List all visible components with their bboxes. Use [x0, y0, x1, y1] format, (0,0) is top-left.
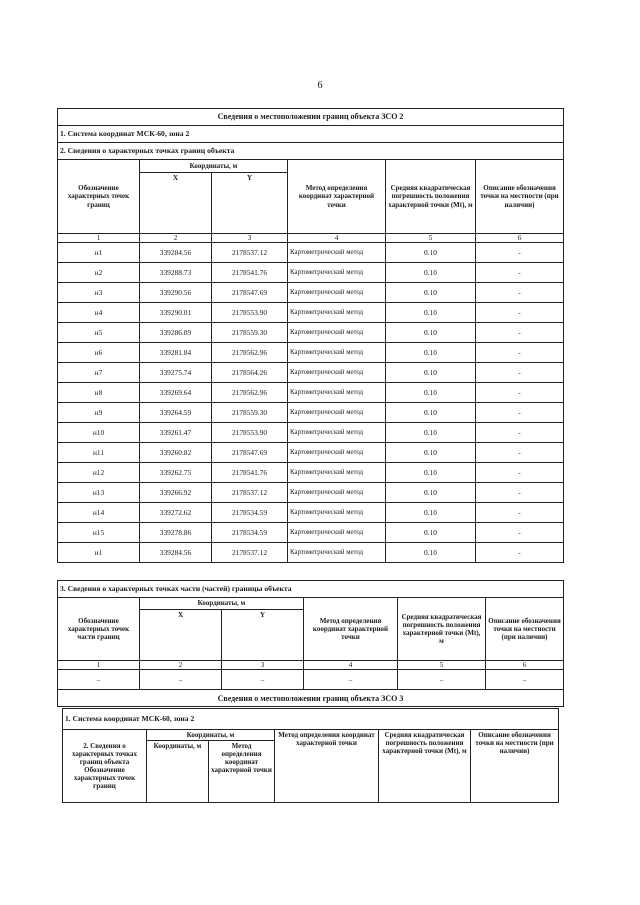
- method-cell: Картометрический метод: [288, 443, 386, 463]
- table-row: [58, 463, 564, 483]
- table-row: [58, 483, 564, 503]
- table-row: [58, 383, 564, 403]
- method-cell: Картометрический метод: [288, 343, 386, 363]
- table-row: [58, 363, 564, 383]
- x-cell: 339284.56: [140, 243, 212, 263]
- zso2-coordinate-system: 1. Система координат МСК-60, зона 2: [58, 126, 564, 143]
- table-row: [58, 243, 564, 263]
- header-method: Метод определения координат характерной точки: [288, 160, 386, 234]
- part-row-cell: –: [304, 670, 398, 690]
- error-cell: 0.10: [386, 523, 476, 543]
- point-cell: н14: [58, 503, 140, 523]
- table-row: [58, 403, 564, 423]
- part-row-cell: –: [486, 670, 564, 690]
- point-cell: н15: [58, 523, 140, 543]
- zso2-title: Сведения о местоположении границ объекта ЗСО 2: [58, 109, 564, 126]
- y-cell: 2178537.12: [212, 483, 288, 503]
- zso3-header-designation: 2. Сведения о характерных точках границ объекта Обозначение характерных точек границ: [63, 730, 147, 803]
- description-cell: -: [476, 543, 564, 563]
- part-col-number: 6: [486, 661, 564, 670]
- zso3-header-method-sub: Метод определения координат характерной точки: [209, 741, 275, 803]
- header-designation: Обозначение характерных точек границ: [58, 160, 140, 234]
- table-row: [58, 323, 564, 343]
- error-cell: 0.10: [386, 363, 476, 383]
- table-row: [58, 503, 564, 523]
- y-cell: 2178553.90: [212, 423, 288, 443]
- description-cell: -: [476, 403, 564, 423]
- part-row-cell: –: [222, 670, 304, 690]
- x-cell: 339290.01: [140, 303, 212, 323]
- description-cell: -: [476, 323, 564, 343]
- table-row: [58, 423, 564, 443]
- point-cell: н1: [58, 243, 140, 263]
- part-row-cell: –: [58, 670, 140, 690]
- x-cell: 339272.62: [140, 503, 212, 523]
- error-cell: 0.10: [386, 383, 476, 403]
- description-cell: -: [476, 383, 564, 403]
- method-cell: Картометрический метод: [288, 283, 386, 303]
- point-cell: н3: [58, 283, 140, 303]
- y-cell: 2178534.59: [212, 523, 288, 543]
- point-cell: н2: [58, 263, 140, 283]
- description-cell: -: [476, 363, 564, 383]
- error-cell: 0.10: [386, 423, 476, 443]
- part-header-designation: Обозначение характерных точек части границ: [58, 598, 140, 661]
- col-number: 3: [212, 234, 288, 243]
- method-cell: Картометрический метод: [288, 303, 386, 323]
- point-cell: н7: [58, 363, 140, 383]
- method-cell: Картометрический метод: [288, 463, 386, 483]
- description-cell: -: [476, 523, 564, 543]
- error-cell: 0.10: [386, 323, 476, 343]
- method-cell: Картометрический метод: [288, 483, 386, 503]
- error-cell: 0.10: [386, 343, 476, 363]
- description-cell: -: [476, 463, 564, 483]
- part-header-method: Метод определения координат характерной точки: [304, 598, 398, 661]
- method-cell: Картометрический метод: [288, 503, 386, 523]
- point-cell: н12: [58, 463, 140, 483]
- x-cell: 339262.75: [140, 463, 212, 483]
- method-cell: Картометрический метод: [288, 423, 386, 443]
- description-cell: -: [476, 503, 564, 523]
- description-cell: -: [476, 263, 564, 283]
- error-cell: 0.10: [386, 503, 476, 523]
- zso2-section-part-points: 3. Сведения о характерных точках части (частей) границы объекта: [58, 581, 564, 598]
- method-cell: Картометрический метод: [288, 243, 386, 263]
- description-cell: -: [476, 483, 564, 503]
- part-col-number: 3: [222, 661, 304, 670]
- zso3-header-coordinates: Координаты, м: [147, 730, 275, 741]
- header-x: X: [140, 173, 212, 234]
- x-cell: 339260.82: [140, 443, 212, 463]
- description-cell: -: [476, 423, 564, 443]
- description-cell: -: [476, 283, 564, 303]
- col-number: 5: [386, 234, 476, 243]
- x-cell: 339288.73: [140, 263, 212, 283]
- point-cell: н9: [58, 403, 140, 423]
- part-header-description: Описание обозначения точки на местности (при наличии): [486, 598, 564, 661]
- x-cell: 339261.47: [140, 423, 212, 443]
- description-cell: -: [476, 443, 564, 463]
- zso3-header-coords-sub: Координаты, м: [147, 741, 209, 803]
- zso2-section-points: 2. Сведения о характерных точках границ объекта: [58, 143, 564, 160]
- y-cell: 2178559.30: [212, 323, 288, 343]
- zso3-title: Сведения о местоположении границ объекта ЗСО 3: [58, 690, 564, 707]
- part-col-number: 2: [140, 661, 222, 670]
- y-cell: 2178559.30: [212, 403, 288, 423]
- table-row: [58, 343, 564, 363]
- part-col-number: 1: [58, 661, 140, 670]
- x-cell: 339264.59: [140, 403, 212, 423]
- error-cell: 0.10: [386, 243, 476, 263]
- zso3-header-method: Метод определения координат характерной точки: [275, 730, 379, 803]
- col-number: 6: [476, 234, 564, 243]
- y-cell: 2178541.76: [212, 263, 288, 283]
- header-error: Средняя квадратическая погрешность положения характерной точки (Mt), м: [386, 160, 476, 234]
- error-cell: 0.10: [386, 483, 476, 503]
- zso3-header-error: Средняя квадратическая погрешность положения характерной точки (Mt), м: [379, 730, 471, 803]
- point-cell: н6: [58, 343, 140, 363]
- method-cell: Картометрический метод: [288, 263, 386, 283]
- x-cell: 339290.56: [140, 283, 212, 303]
- part-header-y: Y: [222, 610, 304, 661]
- col-number: 4: [288, 234, 386, 243]
- method-cell: Картометрический метод: [288, 543, 386, 563]
- method-cell: Картометрический метод: [288, 363, 386, 383]
- part-row-cell: –: [140, 670, 222, 690]
- point-cell: н4: [58, 303, 140, 323]
- table-row: [58, 543, 564, 563]
- point-cell: н5: [58, 323, 140, 343]
- zso3-header-description: Описание обозначения точки на местности (при наличии): [471, 730, 559, 803]
- y-cell: 2178547.69: [212, 283, 288, 303]
- y-cell: 2178547.69: [212, 443, 288, 463]
- part-row-cell: –: [398, 670, 486, 690]
- header-coordinates: Координаты, м: [140, 160, 288, 173]
- y-cell: 2178537.12: [212, 243, 288, 263]
- error-cell: 0.10: [386, 463, 476, 483]
- x-cell: 339281.84: [140, 343, 212, 363]
- zso3-coordinate-system: 1. Система координат МСК-60, зона 2: [63, 709, 559, 730]
- table-row: [58, 283, 564, 303]
- point-cell: н13: [58, 483, 140, 503]
- col-number: 2: [140, 234, 212, 243]
- y-cell: 2178562.96: [212, 343, 288, 363]
- x-cell: 339275.74: [140, 363, 212, 383]
- point-cell: н8: [58, 383, 140, 403]
- y-cell: 2178553.90: [212, 303, 288, 323]
- error-cell: 0.10: [386, 263, 476, 283]
- col-number: 1: [58, 234, 140, 243]
- x-cell: 339269.64: [140, 383, 212, 403]
- method-cell: Картометрический метод: [288, 403, 386, 423]
- error-cell: 0.10: [386, 303, 476, 323]
- description-cell: -: [476, 303, 564, 323]
- zso3-table: [62, 708, 559, 803]
- y-cell: 2178564.26: [212, 363, 288, 383]
- table-row: [58, 303, 564, 323]
- header-description: Описание обозначения точки на местности (при наличии): [476, 160, 564, 234]
- y-cell: 2178562.96: [212, 383, 288, 403]
- y-cell: 2178534.59: [212, 503, 288, 523]
- error-cell: 0.10: [386, 443, 476, 463]
- error-cell: 0.10: [386, 543, 476, 563]
- header-y: Y: [212, 173, 288, 234]
- point-cell: н10: [58, 423, 140, 443]
- table-row: [58, 523, 564, 543]
- table-row: [58, 263, 564, 283]
- point-cell: н11: [58, 443, 140, 463]
- y-cell: 2178541.76: [212, 463, 288, 483]
- point-cell: н1: [58, 543, 140, 563]
- method-cell: Картометрический метод: [288, 383, 386, 403]
- part-header-coordinates: Координаты, м: [140, 598, 304, 610]
- part-col-number: 4: [304, 661, 398, 670]
- part-header-error: Средняя квадратическая погрешность положения характерной точки (Mt), м: [398, 598, 486, 661]
- zso2-part-table: [57, 580, 564, 707]
- description-cell: -: [476, 243, 564, 263]
- method-cell: Картометрический метод: [288, 323, 386, 343]
- part-col-number: 5: [398, 661, 486, 670]
- part-header-x: X: [140, 610, 222, 661]
- error-cell: 0.10: [386, 403, 476, 423]
- method-cell: Картометрический метод: [288, 523, 386, 543]
- x-cell: 339278.86: [140, 523, 212, 543]
- page-number: 6: [317, 80, 323, 91]
- zso2-table: [57, 108, 564, 563]
- description-cell: -: [476, 343, 564, 363]
- x-cell: 339266.92: [140, 483, 212, 503]
- x-cell: 339284.56: [140, 543, 212, 563]
- table-row: [58, 443, 564, 463]
- x-cell: 339286.89: [140, 323, 212, 343]
- error-cell: 0.10: [386, 283, 476, 303]
- y-cell: 2178537.12: [212, 543, 288, 563]
